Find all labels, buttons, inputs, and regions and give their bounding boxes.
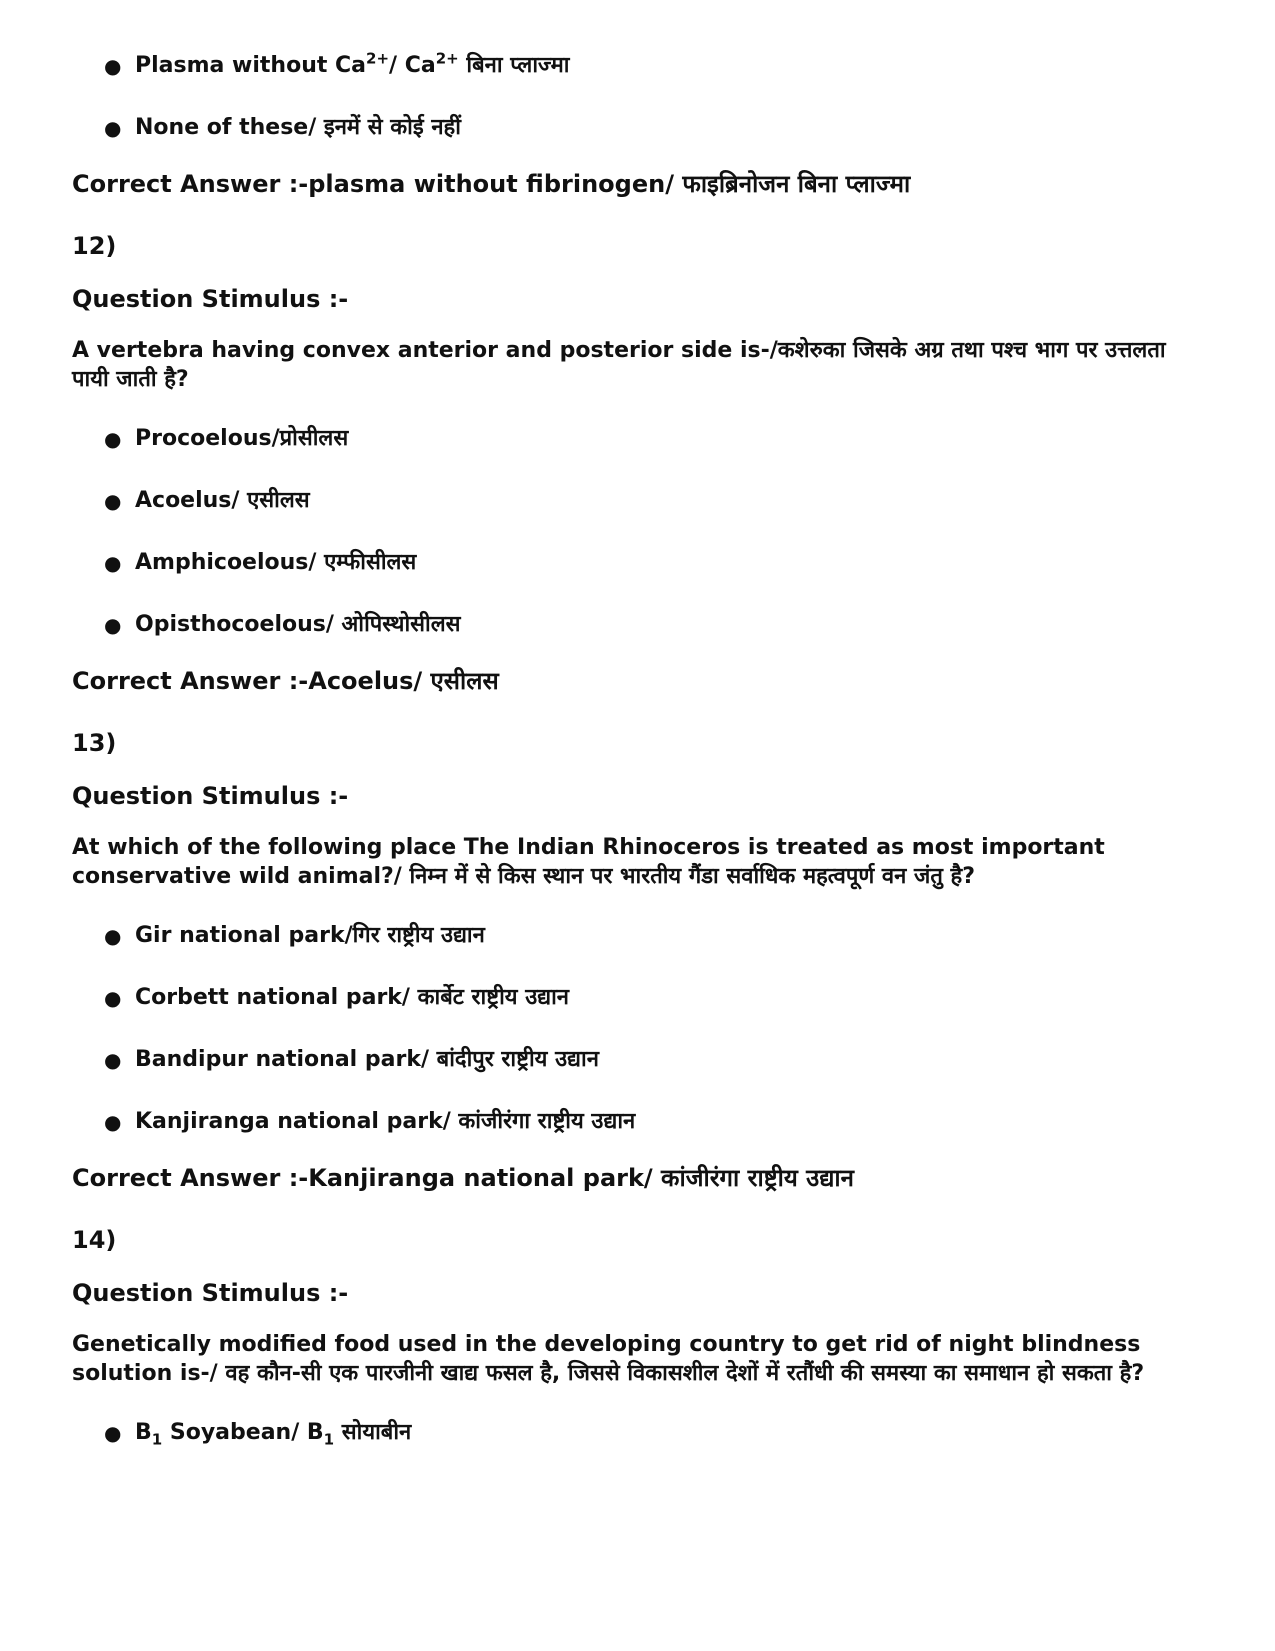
question-number-14: 14) xyxy=(72,1226,117,1254)
stimulus-text-q13: At which of the following place The Indian Rhinoceros is treated as most important conservative wild animal?/ निम्न में से किस स्थान पर भारतीय गैंडा सर्वाधिक महत्वपूर्ण वन जंतु है? xyxy=(72,835,1105,889)
bullet: ● xyxy=(104,1421,122,1445)
option-q12-2: ● Acoelus/ एसीलस xyxy=(72,485,1202,517)
bullet: ● xyxy=(104,1110,122,1134)
correct-answer-q11: Correct Answer :-plasma without fibrinogen/ फाइब्रिनोजन बिना प्लाज्मा xyxy=(72,170,911,198)
option-q13-3: ● Bandipur national park/ बांदीपुर राष्ट्रीय उद्यान xyxy=(72,1044,1202,1076)
stimulus-text-q12: A vertebra having convex anterior and posterior side is-/कशेरुका जिसके अग्र तथा पश्च भाग पर उत्तलता पायी जाती है? xyxy=(72,338,1166,392)
bullet: ● xyxy=(104,924,122,948)
option-q13-2: ● Corbett national park/ कार्बेट राष्ट्रीय उद्यान xyxy=(72,982,1202,1014)
question-number-13: 13) xyxy=(72,729,117,757)
bullet: ● xyxy=(104,54,122,78)
bullet: ● xyxy=(104,1048,122,1072)
stimulus-label-q13: Question Stimulus :- xyxy=(72,782,349,810)
correct-answer-q12: Correct Answer :-Acoelus/ एसीलस xyxy=(72,667,499,695)
question-number-12: 12) xyxy=(72,232,117,260)
stimulus-label-q12: Question Stimulus :- xyxy=(72,285,349,313)
bullet: ● xyxy=(104,116,122,140)
bullet: ● xyxy=(104,427,122,451)
stimulus-text-q14: Genetically modified food used in the developing country to get rid of night blindness solution is-/ वह कौन-सी एक पारजीनी खाद्य फसल है, जिससे विकासशील देशों में रतौंधी की समस्या का समाधान हो सकता है? xyxy=(72,1332,1145,1386)
option-q11-plasma-without-ca: ● Plasma without $Ca^{2+}/$ $Ca^{2+}$ बिना प्लाज्मा xyxy=(72,50,1202,82)
bullet: ● xyxy=(104,489,122,513)
option-q14-1: ● $B_1$ Soyabean/ $B_1$ सोयाबीन xyxy=(72,1417,1202,1449)
option-q13-4: ● Kanjiranga national park/ कांजीरंगा राष्ट्रीय उद्यान xyxy=(72,1106,1202,1138)
option-q11-none-of-these: ● None of these/ इनमें से कोई नहीं xyxy=(72,112,1202,144)
correct-answer-q13: Correct Answer :-Kanjiranga national park/ कांजीरंगा राष्ट्रीय उद्यान xyxy=(72,1164,854,1192)
option-q12-3: ● Amphicoelous/ एम्फीसीलस xyxy=(72,547,1202,579)
stimulus-label-q14: Question Stimulus :- xyxy=(72,1279,349,1307)
bullet: ● xyxy=(104,986,122,1010)
option-q12-4: ● Opisthocoelous/ ओपिस्थोसीलस xyxy=(72,609,1202,641)
option-q12-1: ● Procoelous/प्रोसीलस xyxy=(72,423,1202,455)
option-q13-1: ● Gir national park/गिर राष्ट्रीय उद्यान xyxy=(72,920,1202,952)
document-page xyxy=(72,50,1202,1479)
bullet: ● xyxy=(104,551,122,575)
bullet: ● xyxy=(104,613,122,637)
